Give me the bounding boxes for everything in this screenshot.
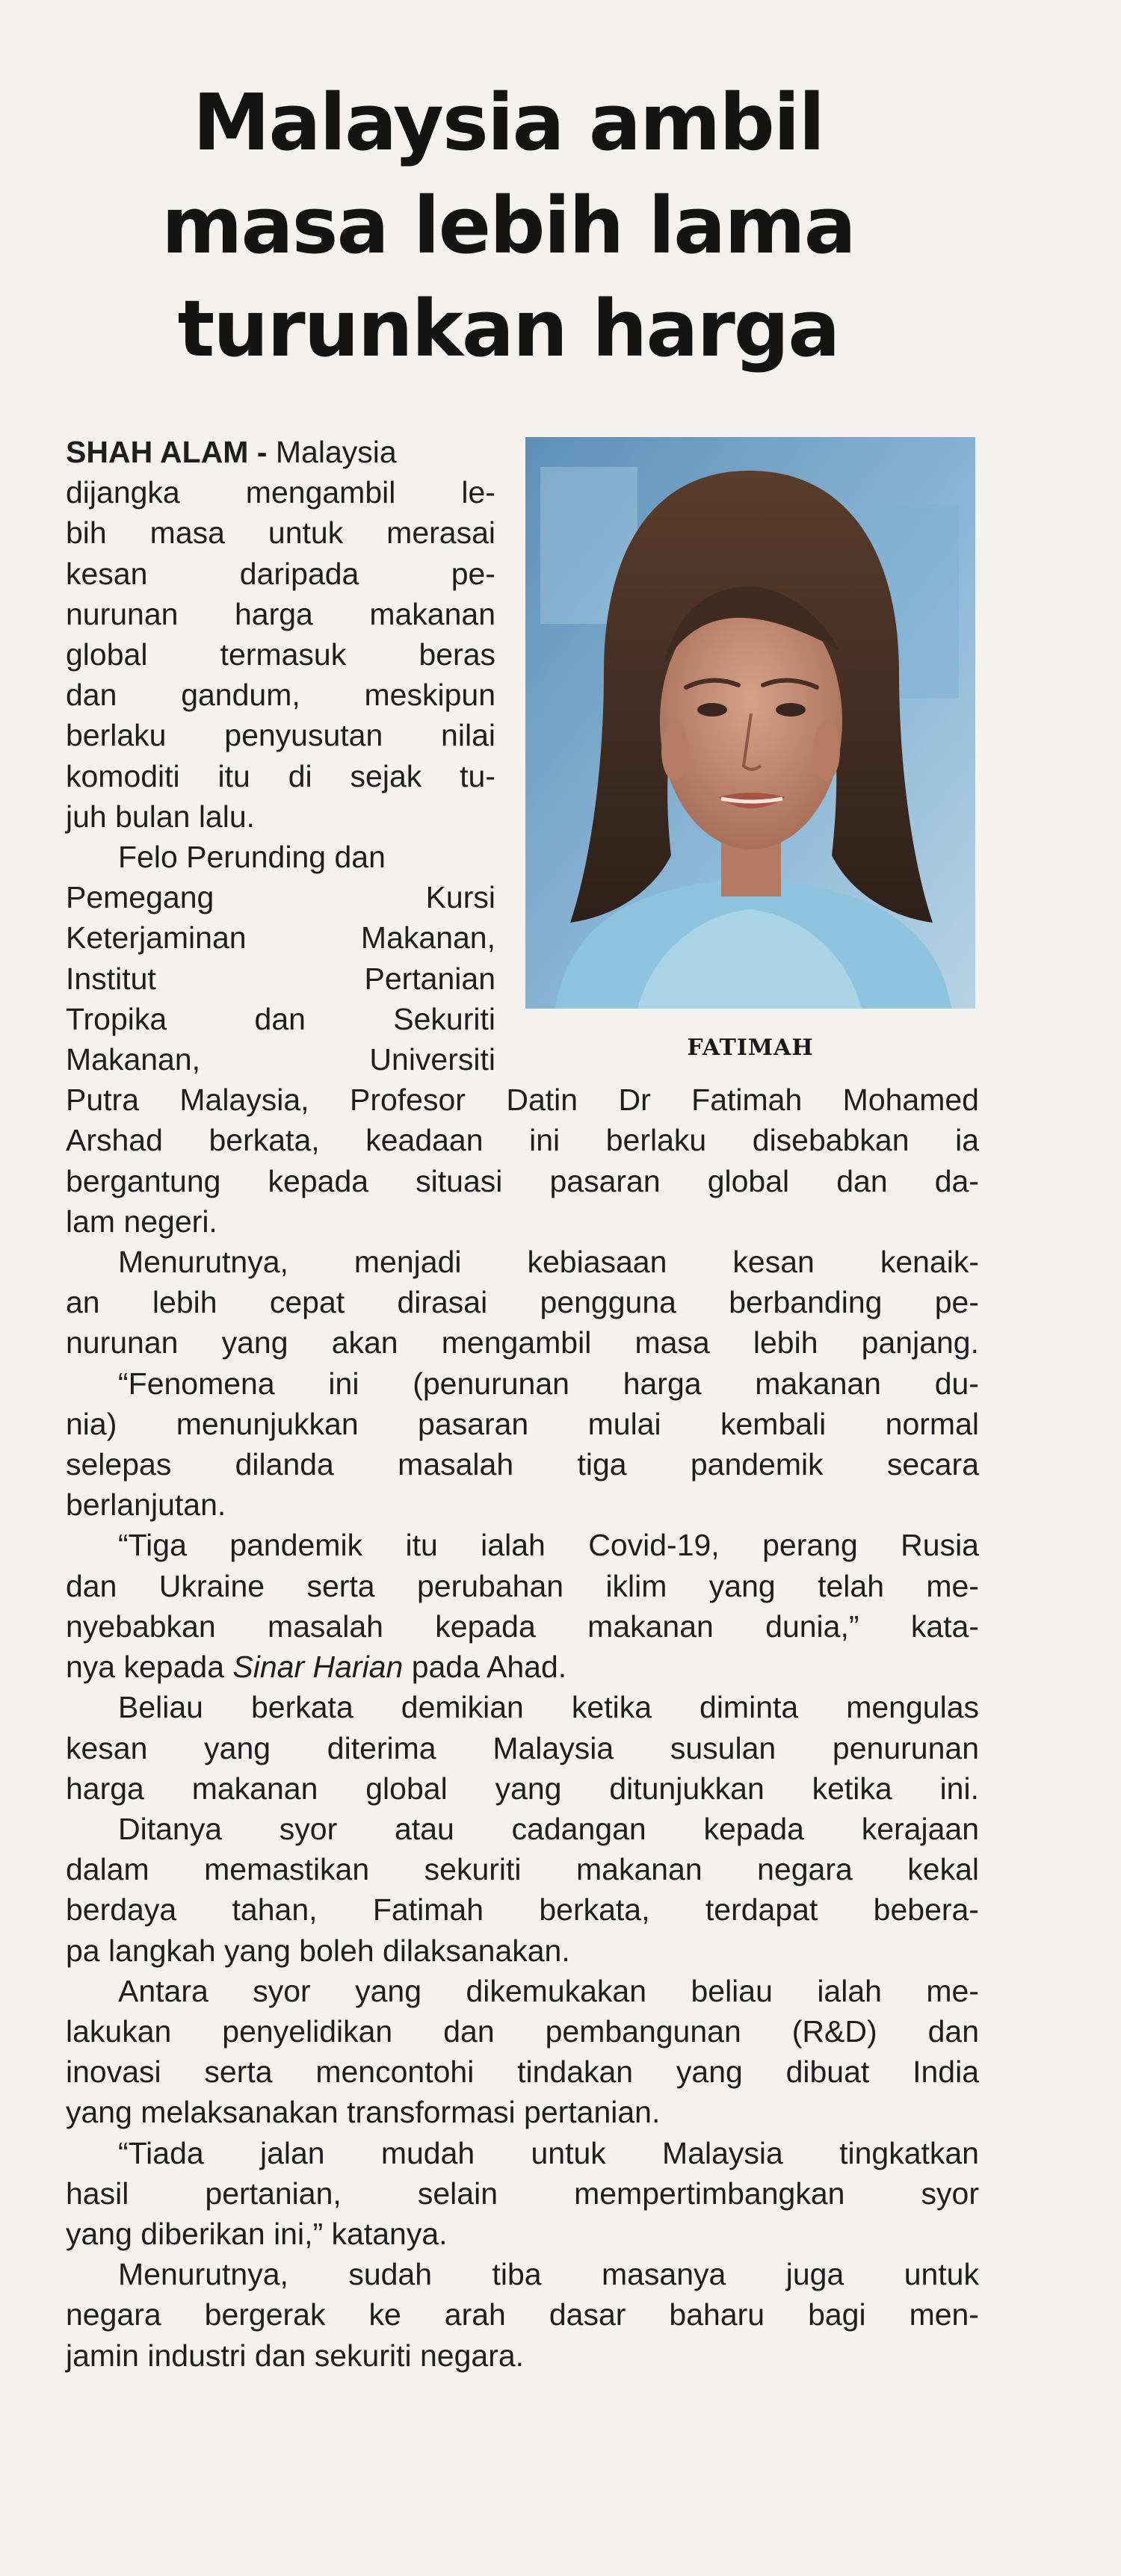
paragraph-line: nyebabkan masalah kepada makanan dunia,” kata- bbox=[66, 1609, 979, 1644]
paragraph bbox=[66, 837, 979, 1242]
paragraph bbox=[66, 1363, 979, 1526]
paragraph-line: komoditi itu di sejak tu- bbox=[66, 758, 495, 793]
headline-line: masa lebih lama bbox=[161, 180, 855, 271]
paragraph-line: nia) menunjukkan pasaran mulai kembali normal bbox=[66, 1406, 979, 1441]
paragraph-line: kesan daripada pe- bbox=[66, 556, 495, 591]
line-text: Malaysia bbox=[267, 435, 397, 469]
paragraph-line: Ditanya syor atau cadangan kepada kerajaan bbox=[118, 1811, 979, 1846]
paragraph-line: Keterjaminan Makanan, bbox=[66, 920, 495, 956]
paragraph-line: nurunan yang akan mengambil masa lebih panjang. bbox=[66, 1325, 979, 1360]
paragraph-line: pa langkah yang boleh dilaksanakan. bbox=[66, 1933, 570, 1968]
photo-caption: FATIMAH bbox=[687, 1035, 814, 1061]
paragraph bbox=[66, 1971, 979, 2133]
paragraph-line: “Fenomena ini (penurunan harga makanan du- bbox=[118, 1366, 979, 1401]
paragraph-line: berlanjutan. bbox=[66, 1487, 226, 1523]
paragraph bbox=[66, 432, 979, 837]
headline-line: turunkan harga bbox=[177, 283, 839, 374]
paragraph-line: lam negeri. bbox=[66, 1204, 217, 1239]
paragraph-line: global termasuk beras bbox=[66, 637, 495, 672]
paragraph-line: Menurutnya, sudah tiba masanya juga untuk bbox=[118, 2257, 979, 2292]
paragraph-line: nurunan harga makanan bbox=[66, 596, 495, 631]
dateline: SHAH ALAM - bbox=[66, 435, 268, 469]
paragraph-line: Tropika dan Sekuriti bbox=[66, 1001, 495, 1036]
paragraph-line: yang diberikan ini,” katanya. bbox=[66, 2216, 448, 2251]
paragraph-line: juh bulan lalu. bbox=[66, 799, 256, 834]
paragraph bbox=[66, 1242, 979, 1363]
paragraph-line: “Tiga pandemik itu ialah Covid-19, perang Rusia bbox=[118, 1528, 979, 1563]
paragraph-line: Beliau berkata demikian ketika diminta mengulas bbox=[118, 1690, 979, 1725]
paragraph-line: Felo Perunding dan bbox=[118, 840, 386, 875]
paragraph-line: dan gandum, meskipun bbox=[66, 678, 495, 713]
paragraph-line: negara bergerak ke arah dasar baharu bagi men- bbox=[66, 2297, 979, 2332]
paragraph-line: berdaya tahan, Fatimah berkata, terdapat bebera- bbox=[66, 1892, 979, 1928]
paragraph-line: kesan yang diterima Malaysia susulan penurunan bbox=[66, 1730, 979, 1765]
paragraph-line: bih masa untuk merasai bbox=[66, 515, 495, 551]
paragraph bbox=[66, 1525, 979, 1687]
paragraph-line: Antara syor yang dikemukakan beliau ialah me- bbox=[118, 1973, 979, 2008]
publication-name: Sinar Harian bbox=[232, 1650, 404, 1685]
line-text: pada Ahad. bbox=[403, 1650, 567, 1685]
paragraph-line: hasil pertanian, selain mempertimbangkan syor bbox=[66, 2176, 979, 2211]
paragraph-line: “Tiada jalan mudah untuk Malaysia tingkatkan bbox=[118, 2135, 979, 2170]
paragraph bbox=[66, 2133, 979, 2255]
paragraph-line: dan Ukraine serta perubahan iklim yang telah me- bbox=[66, 1568, 979, 1603]
paragraph-line: harga makanan global yang ditunjukkan ketika ini. bbox=[66, 1771, 979, 1806]
headline-line: Malaysia ambil bbox=[192, 77, 824, 168]
paragraph-line: lakukan penyelidikan dan pembangunan (R&D) dan bbox=[66, 2013, 979, 2049]
paragraph-line: dalam memastikan sekuriti makanan negara kekal bbox=[66, 1852, 979, 1887]
headline bbox=[90, 71, 927, 380]
paragraph bbox=[66, 1809, 979, 1971]
paragraph-line: Menurutnya, menjadi kebiasaan kesan kenaik- bbox=[118, 1245, 979, 1280]
paragraph-line: Institut Pertanian bbox=[66, 961, 495, 996]
paragraph-line: inovasi serta mencontohi tindakan yang dibuat India bbox=[66, 2055, 979, 2090]
paragraph-line: dijangka mengambil le- bbox=[66, 475, 495, 510]
paragraph-line: jamin industri dan sekuriti negara. bbox=[66, 2338, 525, 2373]
paragraph-line: an lebih cepat dirasai pengguna berbanding pe- bbox=[66, 1285, 979, 1320]
paragraph bbox=[66, 1687, 979, 1809]
line-text: nya kepada bbox=[66, 1650, 233, 1685]
paragraph-line: Arshad berkata, keadaan ini berlaku disebabkan ia bbox=[66, 1123, 979, 1158]
paragraph-line bbox=[66, 1647, 979, 1687]
paragraph-line bbox=[66, 432, 495, 472]
article-body bbox=[66, 432, 979, 2376]
paragraph-line: berlaku penyusutan nilai bbox=[66, 718, 495, 753]
paragraph-line: yang melaksanakan transformasi pertanian. bbox=[66, 2095, 661, 2130]
paragraph-line: Putra Malaysia, Profesor Datin Dr Fatimah Mohamed bbox=[66, 1083, 979, 1118]
paragraph-line: bergantung kepada situasi pasaran global dan da- bbox=[66, 1163, 979, 1198]
paragraph-line: selepas dilanda masalah tiga pandemik secara bbox=[66, 1447, 979, 1482]
paragraph-line: Pemegang Kursi bbox=[66, 880, 495, 915]
paragraph bbox=[66, 2254, 979, 2376]
paragraph-line: Makanan, Universiti bbox=[66, 1042, 495, 1077]
